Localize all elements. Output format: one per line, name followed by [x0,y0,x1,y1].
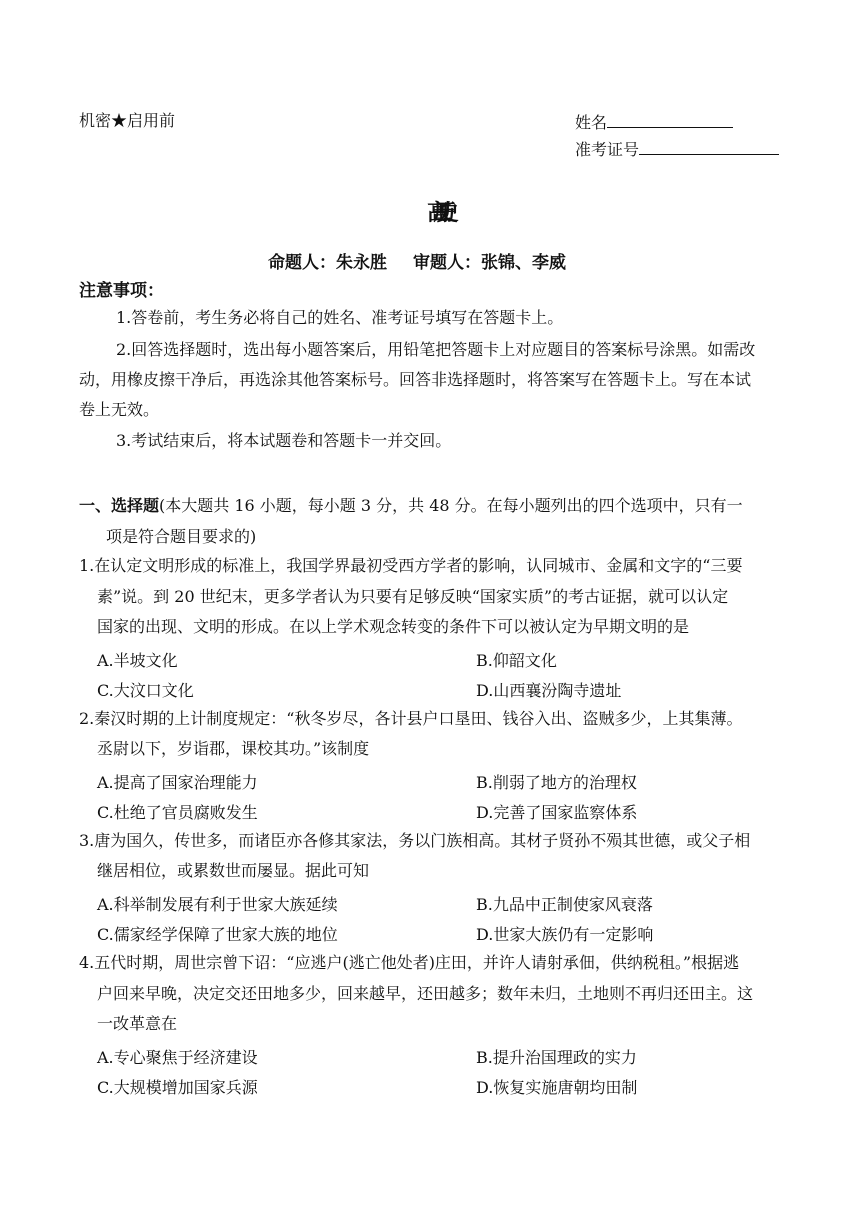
question-2-option-b[interactable]: B.削弱了地方的治理权 [476,773,637,792]
question-3-option-d[interactable]: D.世家大族仍有一定影响 [476,925,654,944]
question-4-option-a[interactable]: A.专心聚焦于经济建设 [97,1048,258,1067]
question-4-line: 户回来早晚，决定交还田地多少，回来越早，还田越多；数年未归，土地则不再归还田主。这 [97,984,754,1003]
question-2-line: 丞尉以下，岁诣郡，课校其功。”该制度 [97,739,370,758]
question-4-line: 一改革意在 [97,1014,178,1033]
name-label: 姓名 [575,113,608,132]
name-blank [607,111,733,128]
authors-line [268,248,566,273]
question-2-option-d[interactable]: D.完善了国家监察体系 [476,803,638,822]
confidential-label: 机密★启用前 [79,111,176,130]
section-desc: (本大题共 16 小题，每小题 3 分，共 48 分。在每小题列出的四个选项中，只有一 [159,496,743,515]
reviewer: 审题人：张锦、李威 [413,253,566,273]
exam-id-label: 准考证号 [575,140,640,159]
page-title: 高三历史 [426,201,440,226]
note-item: 1.答卷前，考生务必将自己的姓名、准考证号填写在答题卡上。 [116,308,564,327]
question-2-option-c[interactable]: C.杜绝了官员腐败发生 [97,803,258,822]
question-2-option-a[interactable]: A.提高了国家治理能力 [97,773,258,792]
question-4-option-c[interactable]: C.大规模增加国家兵源 [97,1078,258,1097]
note-item: 动，用橡皮擦干净后，再选涂其他答案标号。回答非选择题时，将答案写在答题卡上。写在本试 [79,370,752,389]
question-3-option-c[interactable]: C.儒家经学保障了世家大族的地位 [97,925,338,944]
exam-id-blank [639,138,779,155]
section-desc-cont: 项是符合题目要求的) [106,527,257,546]
note-item: 卷上无效。 [79,400,160,419]
question-4-option-d[interactable]: D.恢复实施唐朝均田制 [476,1078,638,1097]
question-4-line: 4.五代时期，周世宗曾下诏：“应逃户(逃亡他处者)庄田，并许人请射承佃，供纳税租。”根据逃 [79,953,740,972]
notes-heading: 注意事项： [79,281,164,301]
question-1-line: 素”说。到 20 世纪末，更多学者认为只要有足够反映“国家实质”的考古证据，就可以认定 [97,587,729,606]
question-1-option-c[interactable]: C.大汶口文化 [97,681,194,700]
question-1-line: 国家的出现、文明的形成。在以上学术观念转变的条件下可以被认定为早期文明的是 [97,617,690,636]
question-3-line: 3.唐为国久，传世多，而诸臣亦各修其家法，务以门族相高。其材子贤孙不殒其世德，或父子相 [79,831,751,850]
note-item: 2.回答选择题时，选出每小题答案后，用铅笔把答题卡上对应题目的答案标号涂黑。如需改 [116,340,756,359]
question-4-option-b[interactable]: B.提升治国理政的实力 [476,1048,637,1067]
section-heading [79,493,743,516]
question-1-option-d[interactable]: D.山西襄汾陶寺遗址 [476,681,622,700]
exam-id-field [575,138,779,160]
section-label: 一、选择题 [79,496,160,515]
question-1-option-b[interactable]: B.仰韶文化 [476,651,557,670]
question-2-line: 2.秦汉时期的上计制度规定：“秋冬岁尽，各计县户口垦田、钱谷入出、盗贼多少，上其集薄。 [79,709,743,728]
question-3-option-b[interactable]: B.九品中正制使家风衰落 [476,895,653,914]
proposer: 命题人：朱永胜 [268,253,387,273]
question-3-line: 继居相位，或累数世而屡显。据此可知 [97,861,370,880]
note-item: 3.考试结束后，将本试题卷和答题卡一并交回。 [116,431,452,450]
question-1-option-a[interactable]: A.半坡文化 [97,651,178,670]
question-1-line: 1.在认定文明形成的标准上，我国学界最初受西方学者的影响，认同城市、金属和文字的“三要 [79,556,743,575]
question-3-option-a[interactable]: A.科举制发展有利于世家大族延续 [97,895,338,914]
name-field [575,111,733,133]
